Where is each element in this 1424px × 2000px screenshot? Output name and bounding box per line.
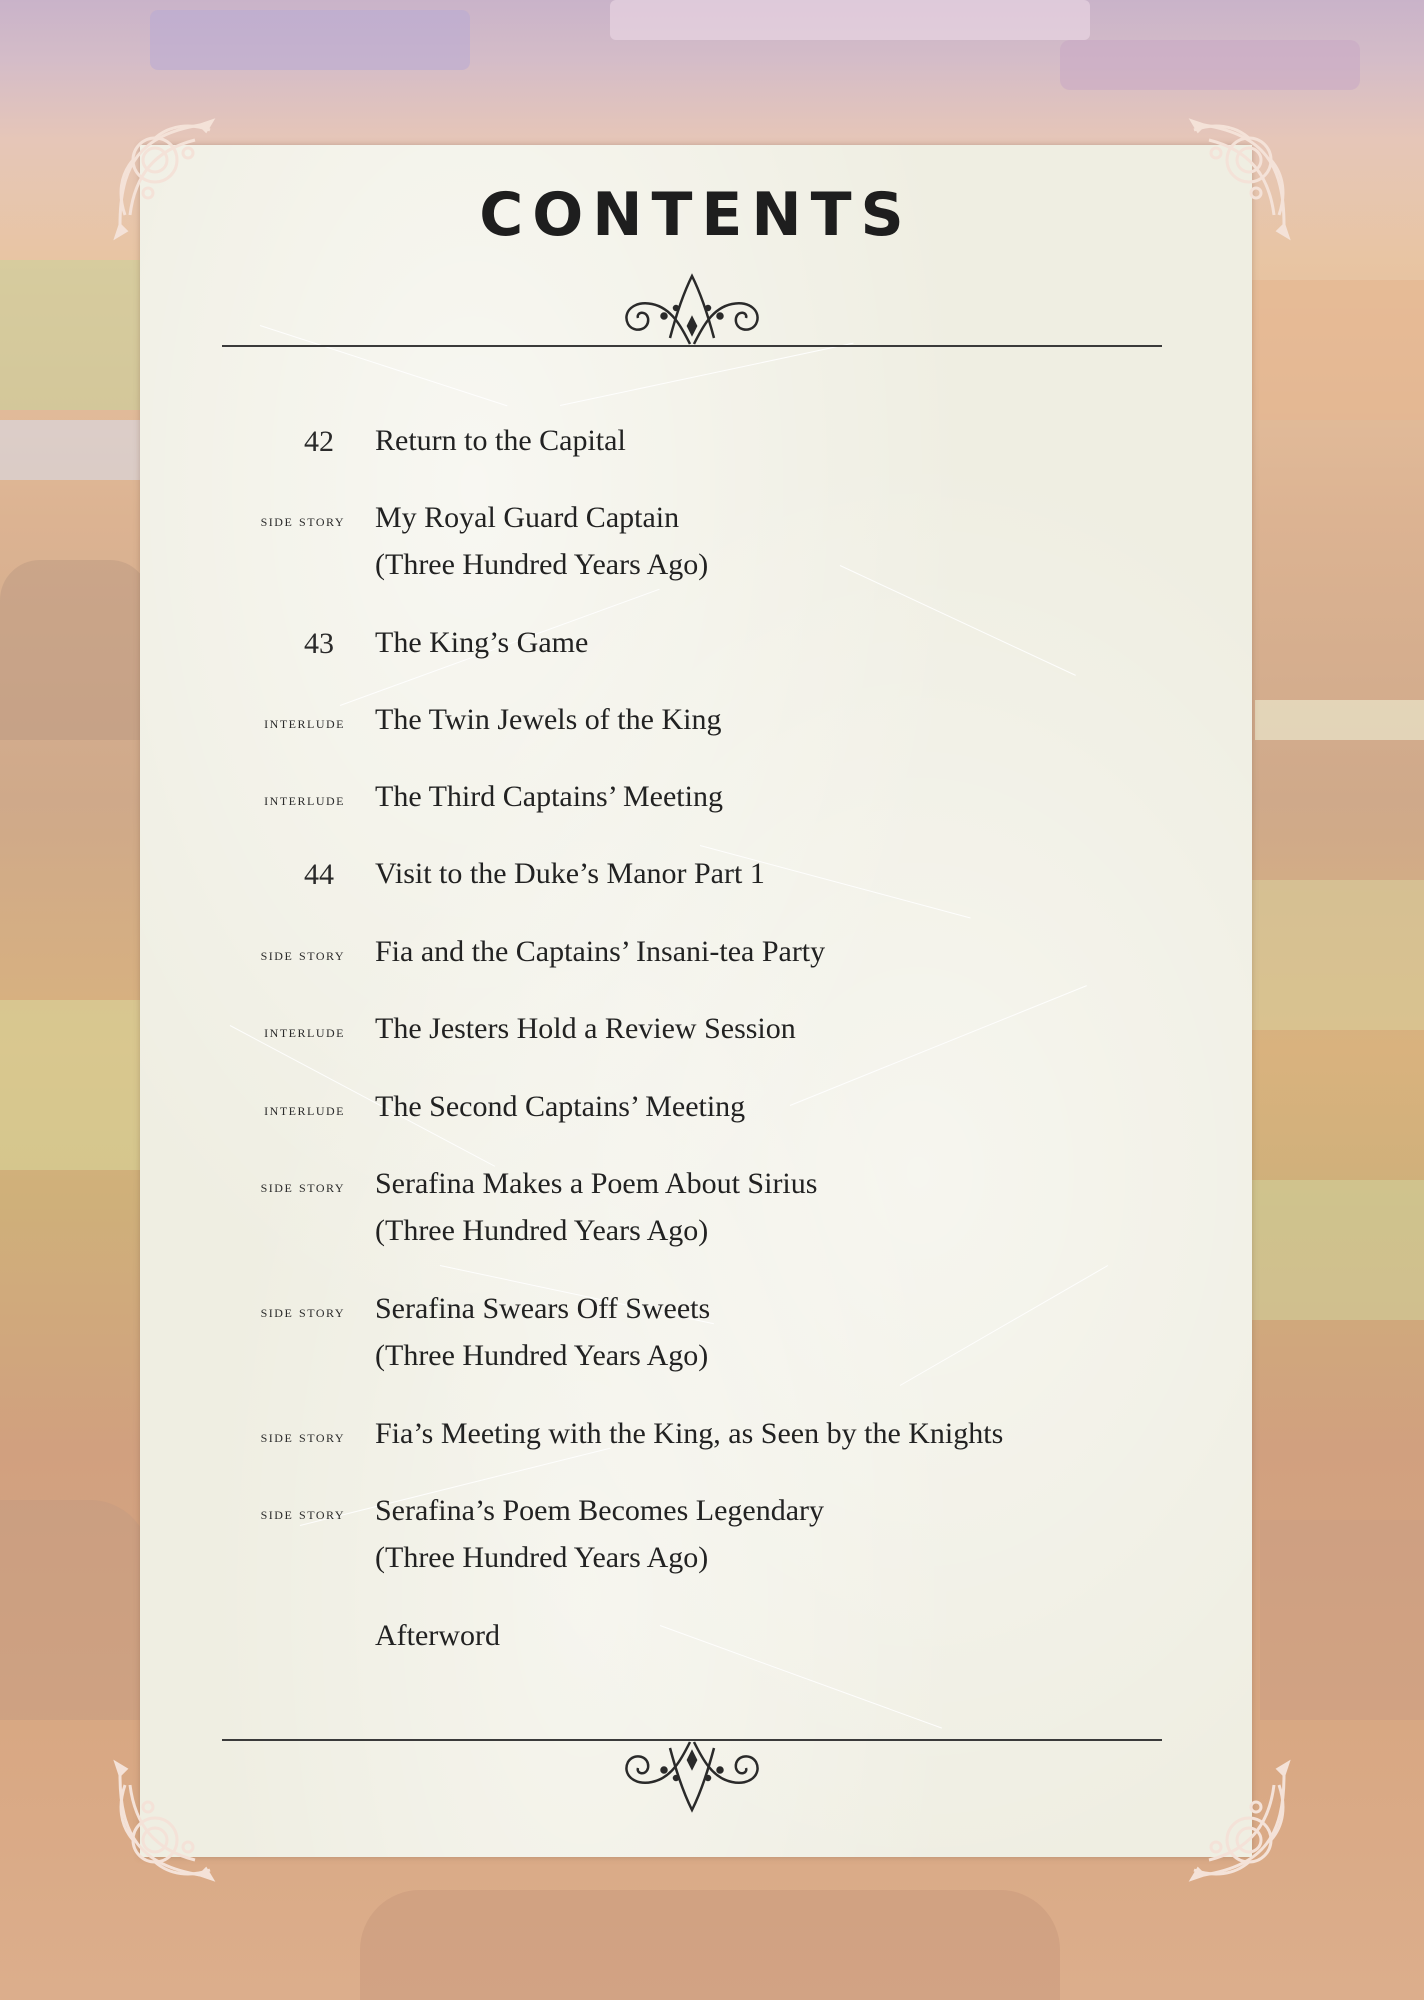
toc-title: Fia’s Meeting with the King, as Seen by the Knights bbox=[375, 1417, 1004, 1450]
toc-title: Visit to the Duke’s Manor Part 1 bbox=[375, 857, 765, 890]
toc-label: side story bbox=[260, 945, 345, 964]
toc-label: interlude bbox=[264, 790, 345, 809]
toc-label: side story bbox=[260, 1177, 345, 1196]
toc-title: Serafina’s Poem Becomes Legendary (Three Hundred Years Ago) bbox=[375, 1494, 825, 1574]
toc-title: My Royal Guard Captain (Three Hundred Years Ago) bbox=[375, 501, 709, 581]
toc-title: Serafina Swears Off Sweets (Three Hundred Years Ago) bbox=[375, 1292, 711, 1372]
toc-label: side story bbox=[260, 1504, 345, 1523]
toc-label: interlude bbox=[264, 1022, 345, 1041]
toc-label: 43 bbox=[304, 627, 334, 660]
toc-title: The Third Captains’ Meeting bbox=[375, 780, 723, 813]
toc-label: side story bbox=[260, 511, 345, 530]
toc-label: interlude bbox=[264, 1100, 345, 1119]
toc-title: Serafina Makes a Poem About Sirius (Three Hundred Years Ago) bbox=[375, 1167, 818, 1247]
toc-label: side story bbox=[260, 1302, 345, 1321]
toc-label: interlude bbox=[264, 713, 345, 732]
toc-title: The Jesters Hold a Review Session bbox=[375, 1012, 796, 1045]
toc-title: Afterword bbox=[375, 1619, 500, 1652]
toc-title: The King’s Game bbox=[375, 626, 589, 659]
page-title: CONTENTS bbox=[479, 180, 913, 250]
toc-label: 42 bbox=[304, 425, 334, 458]
toc-title: Return to the Capital bbox=[375, 424, 626, 457]
toc-label: side story bbox=[260, 1427, 345, 1446]
toc-title: The Twin Jewels of the King bbox=[375, 703, 722, 736]
toc-title: Fia and the Captains’ Insani-tea Party bbox=[375, 935, 826, 968]
toc-label: 44 bbox=[304, 858, 334, 891]
toc-title: The Second Captains’ Meeting bbox=[375, 1090, 746, 1123]
